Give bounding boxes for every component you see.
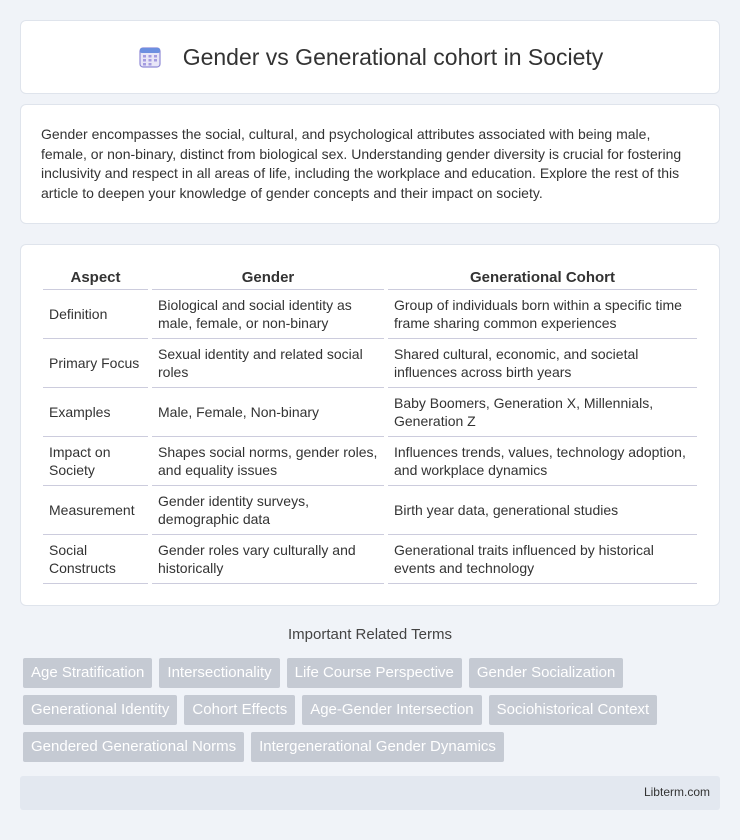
table-cell: Measurement [43, 486, 148, 535]
table-cell: Social Constructs [43, 535, 148, 584]
table-cell: Influences trends, values, technology adoption, and workplace dynamics [388, 437, 697, 486]
comparison-card [20, 244, 720, 606]
comparison-table [39, 265, 701, 584]
term-tag[interactable]: Age Stratification [23, 658, 152, 688]
related-terms-list [23, 658, 723, 762]
intro-card [20, 104, 720, 224]
table-cell: Gender identity surveys, demographic data [152, 486, 384, 535]
table-row [43, 290, 697, 339]
table-cell: Generational traits influenced by historical events and technology [388, 535, 697, 584]
column-header-gender: Gender [152, 265, 384, 290]
column-header-aspect: Aspect [43, 265, 148, 290]
term-tag[interactable]: Gender Socialization [469, 658, 623, 688]
calendar-icon [137, 44, 163, 70]
related-terms-title: Important Related Terms [288, 626, 452, 643]
page-title: Gender vs Generational cohort in Society [182, 43, 604, 70]
footer [20, 776, 720, 810]
table-cell: Shapes social norms, gender roles, and equality issues [152, 437, 384, 486]
header-card [20, 20, 720, 94]
table-cell: Definition [43, 290, 148, 339]
table-row [43, 535, 697, 584]
table-cell: Primary Focus [43, 339, 148, 388]
table-cell: Examples [43, 388, 148, 437]
table-row [43, 388, 697, 437]
table-cell: Baby Boomers, Generation X, Millennials, Generation Z [388, 388, 697, 437]
term-tag[interactable]: Cohort Effects [184, 695, 295, 725]
table-cell: Male, Female, Non-binary [152, 388, 384, 437]
term-tag[interactable]: Life Course Perspective [287, 658, 462, 688]
column-header-generational-cohort: Generational Cohort [388, 265, 697, 290]
term-tag[interactable]: Gendered Generational Norms [23, 732, 244, 762]
term-tag[interactable]: Intersectionality [159, 658, 279, 688]
term-tag[interactable]: Intergenerational Gender Dynamics [251, 732, 504, 762]
table-cell: Birth year data, generational studies [388, 486, 697, 535]
table-cell: Group of individuals born within a specific time frame sharing common experiences [388, 290, 697, 339]
table-cell: Biological and social identity as male, female, or non-binary [152, 290, 384, 339]
table-cell: Shared cultural, economic, and societal influences across birth years [388, 339, 697, 388]
table-row [43, 437, 697, 486]
table-cell: Gender roles vary culturally and historically [152, 535, 384, 584]
table-cell: Impact on Society [43, 437, 148, 486]
table-row [43, 339, 697, 388]
footer-site-link[interactable]: Libterm.com [643, 785, 710, 799]
term-tag[interactable]: Sociohistorical Context [489, 695, 658, 725]
term-tag[interactable]: Generational Identity [23, 695, 177, 725]
table-cell: Sexual identity and related social roles [152, 339, 384, 388]
term-tag[interactable]: Age-Gender Intersection [302, 695, 481, 725]
table-row [43, 486, 697, 535]
table-header-row [43, 265, 697, 290]
intro-text: Gender encompasses the social, cultural, and psychological attributes associated with being male, female, or non-binary, distinct from biological sex. Understanding gender diversity is crucial for fostering inclusivity and respect in all areas of life, including the workplace and education. Explore the rest of this article to deepen your knowledge of gender concepts and their impact on society. [41, 126, 682, 201]
